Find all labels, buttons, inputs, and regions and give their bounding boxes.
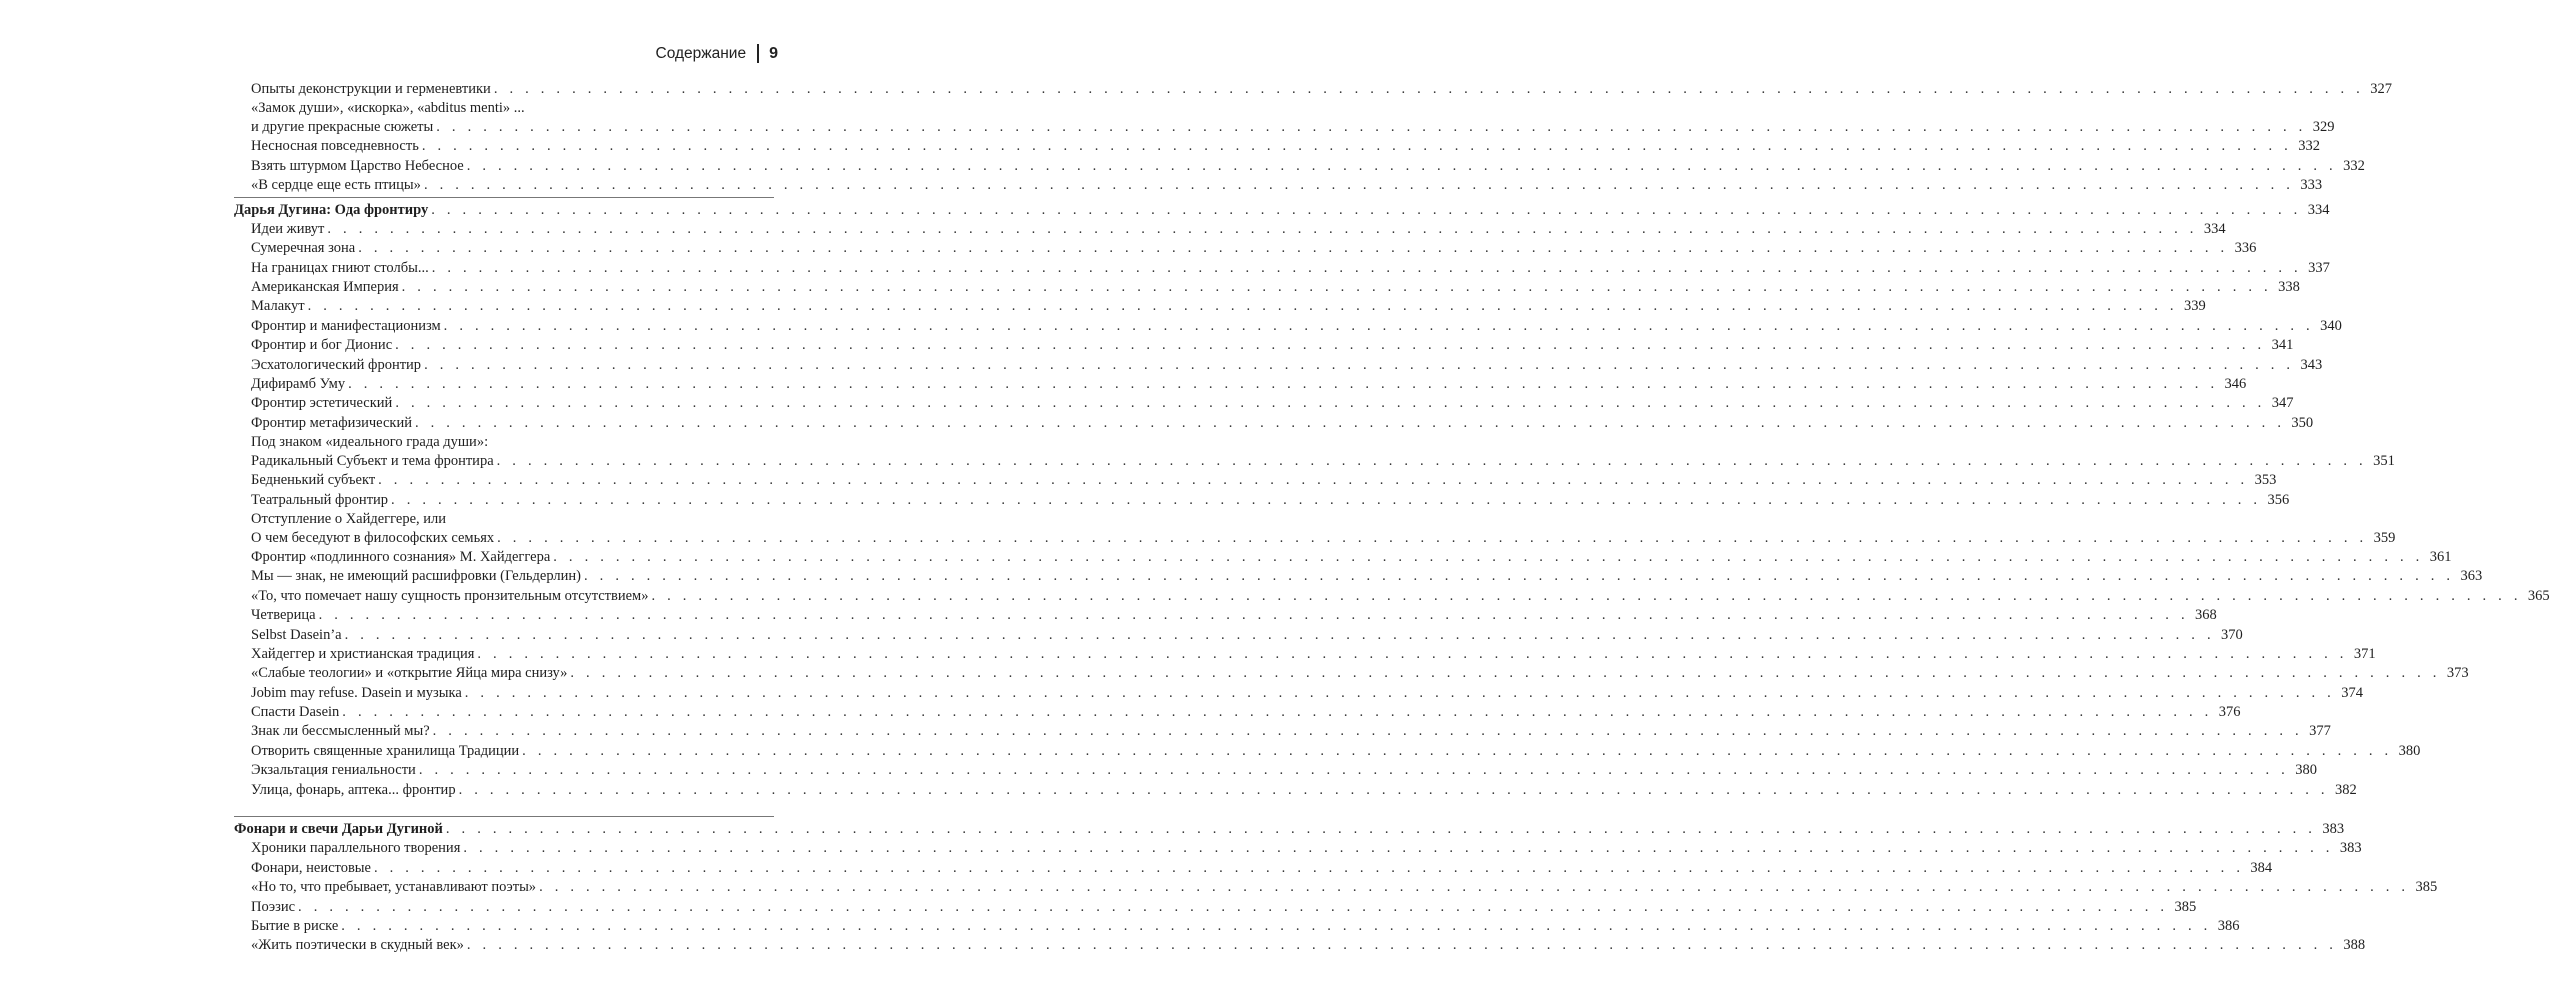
dot-leader: . . . . . . . . . . . . . . . . . . . . . . . . . . . . . . . . . . . . . . . . . . . . . . . . . . . . . . . . . . . . . . . . . . . . . . . . . . . . . . . . . . . . . . . . . . . . . . . . . . . . . . . . . . . . . . . . . . . . . . . . (423, 177, 2295, 194)
header-divider (757, 44, 759, 63)
toc-entry-title: Идеи живут (251, 220, 325, 237)
toc-entry-page: 351 (2373, 452, 2395, 469)
dot-leader: . . . . . . . . . . . . . . . . . . . . . . . . . . . . . . . . . . . . . . . . . . . . . . . . . . . . . . . . . . . . . . . . . . . . . . . . . . . . . . . . . . . . . . . . . . . . . . . . . . . . . . . . . . . . . . . . . . . . . . . . (651, 587, 2522, 604)
toc-entry-title: Экзальтация гениальности (251, 762, 416, 779)
toc-entry (234, 878, 2438, 897)
toc-entry-title: Бытие в риске (251, 918, 339, 934)
toc-entry-line (234, 529, 2396, 548)
toc-entry (234, 99, 2335, 137)
toc-entry-line (234, 839, 2362, 858)
toc-entry (234, 336, 2294, 355)
toc-entry-page: 327 (2370, 80, 2393, 97)
toc-entry-title: Фонари, неистовые (251, 859, 371, 876)
toc-entry-title: Отворить священные хранилища Традиции (251, 742, 520, 759)
dot-leader: . . . . . . . . . . . . . . . . . . . . . . . . . . . . . . . . . . . . . . . . . . . . . . . . . . . . . . . . . . . . . . . . . . . . . . . . . . . . . . . . . . . . . . . . . . . . . . . . . . . . . . . . . . . . . . . . . . . . . . . . (477, 645, 2348, 662)
toc-entry-line (234, 703, 2241, 722)
toc-entry (234, 471, 2277, 490)
toc-entry-title: Несносная повседневность (251, 138, 419, 155)
toc-entry (234, 414, 2314, 433)
toc-entry (234, 761, 2317, 780)
toc-entry-page: 346 (2224, 376, 2247, 393)
toc-entry (234, 80, 2393, 99)
toc-entry-title: Фронтир метафизический (251, 414, 412, 431)
toc-entry-page: 386 (2217, 918, 2240, 934)
toc-entry-line (234, 375, 2247, 394)
toc-section (234, 201, 2330, 220)
toc-entry (234, 936, 2366, 955)
toc-entry-line (234, 491, 2290, 510)
toc-entry-title: Фронтир «подлинного сознания» М. Хайдеггера (251, 548, 551, 565)
toc-entry (234, 259, 2330, 278)
toc-entry-title: Сумеречная зона (251, 240, 356, 257)
toc-entry (234, 626, 2243, 645)
dot-leader: . . . . . . . . . . . . . . . . . . . . . . . . . . . . . . . . . . . . . . . . . . . . . . . . . . . . . . . . . . . . . . . . . . . . . . . . . . . . . . . . . . . . . . . . . . . . . . . . . . . . . . . . . . . . . . . . . . . . . . . . (348, 376, 2219, 393)
toc-entry-page: 380 (2398, 742, 2421, 759)
toc-entry (234, 298, 2206, 317)
toc-entry-page: 380 (2295, 762, 2317, 779)
toc-entry-title: «Жить поэтически в скудный век» (251, 937, 464, 954)
toc-entry-line (234, 298, 2206, 317)
dot-leader: . . . . . . . . . . . . . . . . . . . . . . . . . . . . . . . . . . . . . . . . . . . . . . . . . . . . . . . . . . . . . . . . . . . . . . . . . . . . . . . . . . . . . . . . . . . . . . . . . . . . . . . . . . . . . . . . . . . . . . . . (497, 529, 2368, 546)
toc-entry-line (234, 878, 2438, 897)
toc-entry-page: 338 (2278, 279, 2300, 296)
toc-entry-title: Спасти Dasein (251, 704, 340, 721)
toc-entry-page: 340 (2320, 317, 2342, 334)
toc-entry-line (234, 259, 2330, 278)
toc-entry-page: 334 (2307, 201, 2330, 218)
toc-entry (234, 510, 2396, 548)
toc-entry-title: и другие прекрасные сюжеты (251, 118, 434, 135)
page-number: 9 (769, 44, 778, 62)
toc-entry-page: 329 (2312, 118, 2335, 135)
running-header-title: Содержание (655, 44, 747, 62)
toc-entry (234, 317, 2342, 336)
toc-entry (234, 684, 2363, 703)
dot-leader: . . . . . . . . . . . . . . . . . . . . . . . . . . . . . . . . . . . . . . . . . . . . . . . . . . . . . . . . . . . . . . . . . . . . . . . . . . . . . . . . . . . . . . . . . . . . . . . . . . . . . . . . . . . . . . . . . . . . . . . . (458, 781, 2329, 798)
dot-leader: . . . . . . . . . . . . . . . . . . . . . . . . . . . . . . . . . . . . . . . . . . . . . . . . . . . . . . . . . . . . . . . . . . . . . . . . . . . . . . . . . . . . . . . . . . . . . . . . . . . . . . . . . . . . . . . . . . . . . . . . (395, 395, 2266, 412)
toc-entry-title: На границах гниют столбы... (251, 259, 429, 276)
toc-entry (234, 278, 2300, 297)
toc-entry-line (234, 137, 2320, 156)
dot-leader: . . . . . . . . . . . . . . . . . . . . . . . . . . . . . . . . . . . . . . . . . . . . . . . . . . . . . . . . . . . . . . . . . . . . . . . . . . . . . . . . . . . . . . . . . . . . . . . . . . . . . . . . . . . . . . . . . . . . . . . . (445, 821, 2317, 838)
dot-leader: . . . . . . . . . . . . . . . . . . . . . . . . . . . . . . . . . . . . . . . . . . . . . . . . . . . . . . . . . . . . . . . . . . . . . . . . . . . . . . . . . . . . . . . . . . . . . . . . . . . . . . . . . . . . . . . . . . . . . . . . (431, 259, 2302, 276)
toc-entry-title: Поэзис (251, 898, 296, 915)
toc-entry-title: Фронтир эстетический (251, 395, 393, 412)
toc-entry-title: «Слабые теологии» и «открытие Яйца мира снизу» (251, 665, 568, 682)
toc-entry-title: Дарья Дугина: Ода фронтиру (234, 201, 429, 218)
toc-entry-page: 332 (2298, 138, 2320, 155)
toc-entry-title: Фронтир и манифестационизм (251, 317, 441, 334)
toc-entry-page: 343 (2300, 356, 2323, 373)
dot-leader: . . . . . . . . . . . . . . . . . . . . . . . . . . . . . . . . . . . . . . . . . . . . . . . . . . . . . . . . . . . . . . . . . . . . . . . . . . . . . . . . . . . . . . . . . . . . . . . . . . . . . . . . . . . . . . . . . . . . . . . . (522, 742, 2393, 759)
toc-entry (234, 239, 2257, 258)
toc-entry (234, 375, 2247, 394)
toc-entry-page: 347 (2271, 395, 2294, 412)
toc-entry-title: Фронтир и бог Дионис (251, 337, 393, 354)
toc-entry (234, 433, 2395, 471)
toc-entry-title: Театральный фронтир (251, 491, 389, 508)
toc-entry (234, 157, 2365, 176)
dot-leader: . . . . . . . . . . . . . . . . . . . . . . . . . . . . . . . . . . . . . . . . . . . . . . . . . . . . . . . . . . . . . . . . . . . . . . . . . . . . . . . . . . . . . . . . . . . . . . . . . . . . . . . . . . . . . . . . . . . . . . . . (570, 665, 2441, 682)
toc-entry-title-first-line: Отступление о Хайдеггере, или (251, 511, 447, 527)
toc-entry-line (234, 859, 2273, 878)
dot-leader: . . . . . . . . . . . . . . . . . . . . . . . . . . . . . . . . . . . . . . . . . . . . . . . . . . . . . . . . . . . . . . . . . . . . . . . . . . . . . . . . . . . . . . . . . . . . . . . . . . . . . . . . . . . . . . . . . . . . . . . . (327, 220, 2198, 237)
toc-entry-line (234, 820, 2345, 839)
toc-entry-page: 384 (2250, 859, 2273, 876)
toc-entry (234, 917, 2240, 936)
toc-entry-page: 385 (2174, 898, 2197, 915)
toc-entry-title: Малакут (251, 298, 305, 315)
running-header (656, 44, 779, 63)
toc-entry (234, 356, 2323, 375)
toc-entry-page: 337 (2308, 259, 2330, 276)
dot-leader: . . . . . . . . . . . . . . . . . . . . . . . . . . . . . . . . . . . . . . . . . . . . . . . . . . . . . . . . . . . . . . . . . . . . . . . . . . . . . . . . . . . . . . . . . . . . . . . . . . . . . . . . . . . . . . . . . . . . . . . . (421, 138, 2292, 155)
toc-entry-line (234, 587, 2550, 606)
section-divider (234, 197, 774, 198)
toc-entry-line (234, 239, 2257, 258)
dot-leader: . . . . . . . . . . . . . . . . . . . . . . . . . . . . . . . . . . . . . . . . . . . . . . . . . . . . . . . . . . . . . . . . . . . . . . . . . . . . . . . . . . . . . . . . . . . . . . . . . . . . . . . . . . . . . . . . . . . . . . . . (496, 452, 2367, 469)
toc-entry-title: Эсхатологический фронтир (251, 356, 422, 373)
toc-entry-page: 359 (2373, 529, 2396, 546)
toc-entry (234, 491, 2290, 510)
toc-entry-title: Взять штурмом Царство Небесное (251, 157, 464, 174)
toc-entry-page: 388 (2343, 937, 2366, 954)
dot-leader: . . . . . . . . . . . . . . . . . . . . . . . . . . . . . . . . . . . . . . . . . . . . . . . . . . . . . . . . . . . . . . . . . . . . . . . . . . . . . . . . . . . . . . . . . . . . . . . . . . . . . . . . . . . . . . . . . . . . . . . . (298, 898, 2169, 915)
toc-entry-line (234, 761, 2317, 780)
toc-entry (234, 220, 2226, 239)
toc-entry-page: 333 (2300, 177, 2323, 194)
dot-leader: . . . . . . . . . . . . . . . . . . . . . . . . . . . . . . . . . . . . . . . . . . . . . . . . . . . . . . . . . . . . . . . . . . . . . . . . . . . . . . . . . . . . . . . . . . . . . . . . . . . . . . . . . . . . . . . . . . . . . . . . (414, 414, 2286, 431)
toc-entry-title: «В сердце еще есть птицы» (251, 177, 421, 194)
toc-entry (234, 548, 2452, 567)
toc-entry-line (234, 414, 2314, 433)
dot-leader: . . . . . . . . . . . . . . . . . . . . . . . . . . . . . . . . . . . . . . . . . . . . . . . . . . . . . . . . . . . . . . . . . . . . . . . . . . . . . . . . . . . . . . . . . . . . . . . . . . . . . . . . . . . . . . . . . . . . . . . . (553, 548, 2424, 565)
dot-leader: . . . . . . . . . . . . . . . . . . . . . . . . . . . . . . . . . . . . . . . . . . . . . . . . . . . . . . . . . . . . . . . . . . . . . . . . . . . . . . . . . . . . . . . . . . . . . . . . . . . . . . . . . . . . . . . . . . . . . . . . (342, 704, 2213, 721)
dot-leader: . . . . . . . . . . . . . . . . . . . . . . . . . . . . . . . . . . . . . . . . . . . . . . . . . . . . . . . . . . . . . . . . . . . . . . . . . . . . . . . . . . . . . . . . . . . . . . . . . . . . . . . . . . . . . . . . . . . . . . . . (373, 859, 2245, 876)
toc-entry-title: Хайдеггер и христианская традиция (251, 645, 475, 662)
toc-entry-page: 356 (2267, 491, 2290, 508)
dot-leader: . . . . . . . . . . . . . . . . . . . . . . . . . . . . . . . . . . . . . . . . . . . . . . . . . . . . . . . . . . . . . . . . . . . . . . . . . . . . . . . . . . . . . . . . . . . . . . . . . . . . . . . . . . . . . . . . . . . . . . . . (358, 240, 2229, 257)
dot-leader: . . . . . . . . . . . . . . . . . . . . . . . . . . . . . . . . . . . . . . . . . . . . . . . . . . . . . . . . . . . . . . . . . . . . . . . . . . . . . . . . . . . . . . . . . . . . . . . . . . . . . . . . . . . . . . . . . . . . . . . . (466, 937, 2338, 954)
dot-leader: . . . . . . . . . . . . . . . . . . . . . . . . . . . . . . . . . . . . . . . . . . . . . . . . . . . . . . . . . . . . . . . . . . . . . . . . . . . . . . . . . . . . . . . . . . . . . . . . . . . . . . . . . . . . . . . . . . . . . . . . (432, 723, 2303, 740)
toc-entry (234, 176, 2323, 195)
toc-entry (234, 606, 2217, 625)
toc-entry-title: Американская Империя (251, 279, 399, 296)
toc-entry-page: 385 (2415, 879, 2438, 896)
toc-entry-line (234, 645, 2376, 664)
toc-entry-page: 371 (2353, 645, 2376, 662)
toc-entry-line (234, 80, 2393, 99)
toc-entry-title: Бедненький субъект (251, 472, 376, 489)
toc-entry-title: Улица, фонарь, аптека... фронтир (251, 781, 456, 798)
toc-entry-page: 370 (2221, 626, 2243, 643)
dot-leader: . . . . . . . . . . . . . . . . . . . . . . . . . . . . . . . . . . . . . . . . . . . . . . . . . . . . . . . . . . . . . . . . . . . . . . . . . . . . . . . . . . . . . . . . . . . . . . . . . . . . . . . . . . . . . . . . . . . . . . . . (391, 491, 2262, 508)
toc-entry-line (234, 742, 2421, 761)
toc-entry-page: 373 (2446, 665, 2469, 682)
toc-entry-title: Дифирамб Уму (251, 376, 346, 393)
dot-leader: . . . . . . . . . . . . . . . . . . . . . . . . . . . . . . . . . . . . . . . . . . . . . . . . . . . . . . . . . . . . . . . . . . . . . . . . . . . . . . . . . . . . . . . . . . . . . . . . . . . . . . . . . . . . . . . . . . . . . . . . (539, 879, 2410, 896)
toc-entry-line (234, 278, 2300, 297)
dot-leader: . . . . . . . . . . . . . . . . . . . . . . . . . . . . . . . . . . . . . . . . . . . . . . . . . . . . . . . . . . . . . . . . . . . . . . . . . . . . . . . . . . . . . . . . . . . . . . . . . . . . . . . . . . . . . . . . . . . . . . . . (395, 337, 2266, 354)
toc-entry-line (234, 723, 2331, 742)
section-divider (234, 816, 774, 817)
dot-leader: . . . . . . . . . . . . . . . . . . . . . . . . . . . . . . . . . . . . . . . . . . . . . . . . . . . . . . . . . . . . . . . . . . . . . . . . . . . . . . . . . . . . . . . . . . . . . . . . . . . . . . . . . . . . . . . . . . . . . . . . (344, 626, 2215, 643)
toc-entry (234, 703, 2241, 722)
dot-leader: . . . . . . . . . . . . . . . . . . . . . . . . . . . . . . . . . . . . . . . . . . . . . . . . . . . . . . . . . . . . . . . . . . . . . . . . . . . . . . . . . . . . . . . . . . . . . . . . . . . . . . . . . . . . . . . . . . . . . . . . (307, 298, 2178, 315)
toc-entry-line (234, 606, 2217, 625)
toc-entry-page: 341 (2271, 337, 2294, 354)
dot-leader: . . . . . . . . . . . . . . . . . . . . . . . . . . . . . . . . . . . . . . . . . . . . . . . . . . . . . . . . . . . . . . . . . . . . . . . . . . . . . . . . . . . . . . . . . . . . . . . . . . . . . . . . . . . . . . . . . . . . . . . . (401, 279, 2272, 296)
toc-entry-line (234, 220, 2226, 239)
dot-leader: . . . . . . . . . . . . . . . . . . . . . . . . . . . . . . . . . . . . . . . . . . . . . . . . . . . . . . . . . . . . . . . . . . . . . . . . . . . . . . . . . . . . . . . . . . . . . . . . . . . . . . . . . . . . . . . . . . . . . . . . (318, 607, 2189, 624)
toc-entry-line (234, 176, 2323, 195)
table-of-contents (234, 80, 2550, 956)
toc-entry-page: 350 (2291, 414, 2314, 431)
toc-entry-line (234, 664, 2469, 683)
dot-leader: . . . . . . . . . . . . . . . . . . . . . . . . . . . . . . . . . . . . . . . . . . . . . . . . . . . . . . . . . . . . . . . . . . . . . . . . . . . . . . . . . . . . . . . . . . . . . . . . . . . . . . . . . . . . . . . . . . . . . . . . (418, 762, 2289, 779)
toc-entry-title: Хроники параллельного творения (251, 840, 461, 857)
toc-entry-line (234, 394, 2294, 413)
toc-entry (234, 587, 2550, 606)
toc-entry-title: Опыты деконструкции и герменевтики (251, 80, 491, 97)
dot-leader: . . . . . . . . . . . . . . . . . . . . . . . . . . . . . . . . . . . . . . . . . . . . . . . . . . . . . . . . . . . . . . . . . . . . . . . . . . . . . . . . . . . . . . . . . . . . . . . . . . . . . . . . . . . . . . . . . . . . . . . . (464, 684, 2335, 701)
toc-entry-page: 383 (2339, 840, 2362, 857)
toc-entry (234, 723, 2331, 742)
toc-entry-title: Мы — знак, не имеющий расшифровки (Гельдерлин) (251, 568, 582, 585)
toc-entry (234, 898, 2197, 917)
toc-entry-line (234, 781, 2357, 800)
toc-entry-line (234, 336, 2294, 355)
toc-entry (234, 859, 2273, 878)
toc-entry-page: 365 (2527, 587, 2550, 604)
toc-entry (234, 664, 2469, 683)
toc-entry-line (234, 317, 2342, 336)
toc-entry-title: Selbst Dasein’a (251, 626, 342, 643)
toc-entry (234, 567, 2483, 586)
toc-entry-line (234, 201, 2330, 220)
toc-entry (234, 645, 2376, 664)
toc-entry-title: «То, что помечает нашу сущность пронзительным отсутствием» (251, 587, 649, 604)
toc-entry-page: 382 (2335, 781, 2357, 798)
dot-leader: . . . . . . . . . . . . . . . . . . . . . . . . . . . . . . . . . . . . . . . . . . . . . . . . . . . . . . . . . . . . . . . . . . . . . . . . . . . . . . . . . . . . . . . . . . . . . . . . . . . . . . . . . . . . . . . . . . . . . . . . (431, 201, 2302, 218)
toc-entry-page: 376 (2218, 704, 2241, 721)
toc-entry-title: Знак ли бессмысленный мы? (251, 723, 430, 740)
dot-leader: . . . . . . . . . . . . . . . . . . . . . . . . . . . . . . . . . . . . . . . . . . . . . . . . . . . . . . . . . . . . . . . . . . . . . . . . . . . . . . . . . . . . . . . . . . . . . . . . . . . . . . . . . . . . . . . . . . . . . . . . (341, 918, 2212, 934)
dot-leader: . . . . . . . . . . . . . . . . . . . . . . . . . . . . . . . . . . . . . . . . . . . . . . . . . . . . . . . . . . . . . . . . . . . . . . . . . . . . . . . . . . . . . . . . . . . . . . . . . . . . . . . . . . . . . . . . . . . . . . . . (463, 840, 2334, 857)
toc-entry-page: 332 (2343, 157, 2365, 174)
toc-entry (234, 394, 2294, 413)
toc-entry-line (234, 356, 2323, 375)
dot-leader: . . . . . . . . . . . . . . . . . . . . . . . . . . . . . . . . . . . . . . . . . . . . . . . . . . . . . . . . . . . . . . . . . . . . . . . . . . . . . . . . . . . . . . . . . . . . . . . . . . . . . . . . . . . . . . . . . . . . . . . . (378, 472, 2249, 489)
toc-entry (234, 137, 2320, 156)
toc-entry-line (234, 917, 2240, 936)
dot-leader: . . . . . . . . . . . . . . . . . . . . . . . . . . . . . . . . . . . . . . . . . . . . . . . . . . . . . . . . . . . . . . . . . . . . . . . . . . . . . . . . . . . . . . . . . . . . . . . . . . . . . . . . . . . . . . . . . . . . . . . . (493, 80, 2365, 97)
toc-entry-line (234, 936, 2366, 955)
toc-entry-title-first-line: Под знаком «идеального града души»: (251, 434, 489, 451)
toc-entry-page: 353 (2254, 472, 2277, 489)
toc-entry-line (234, 452, 2395, 471)
toc-entry-line (234, 548, 2452, 567)
toc-entry-title: О чем беседуют в философских семьях (251, 529, 495, 546)
toc-entry-title: Фонари и свечи Дарьи Дугиной (234, 821, 443, 838)
toc-entry-page: 368 (2195, 607, 2217, 624)
toc-entry-page: 334 (2203, 220, 2226, 237)
toc-section (234, 820, 2345, 839)
toc-entry-title: Jobim may refuse. Dasein и музыка (251, 684, 462, 701)
toc-entry-line (234, 471, 2277, 490)
toc-entry-title: Четверица (251, 607, 316, 624)
toc-entry-line (234, 567, 2483, 586)
toc-entry-title: «Но то, что пребывает, устанавливают поэты» (251, 879, 537, 896)
toc-entry-page: 374 (2341, 684, 2363, 701)
toc-entry (234, 742, 2421, 761)
dot-leader: . . . . . . . . . . . . . . . . . . . . . . . . . . . . . . . . . . . . . . . . . . . . . . . . . . . . . . . . . . . . . . . . . . . . . . . . . . . . . . . . . . . . . . . . . . . . . . . . . . . . . . . . . . . . . . . . . . . . . . . . (424, 356, 2295, 373)
toc-entry (234, 781, 2357, 800)
toc-entry-page: 339 (2184, 298, 2206, 315)
toc-entry-line (234, 157, 2365, 176)
toc-entry-line (234, 898, 2197, 917)
dot-leader: . . . . . . . . . . . . . . . . . . . . . . . . . . . . . . . . . . . . . . . . . . . . . . . . . . . . . . . . . . . . . . . . . . . . . . . . . . . . . . . . . . . . . . . . . . . . . . . . . . . . . . . . . . . . . . . . . . . . . . . . (584, 568, 2455, 585)
toc-entry-title-first-line: «Замок души», «искорка», «abditus menti» ... (251, 100, 525, 117)
toc-entry-line (234, 626, 2243, 645)
dot-leader: . . . . . . . . . . . . . . . . . . . . . . . . . . . . . . . . . . . . . . . . . . . . . . . . . . . . . . . . . . . . . . . . . . . . . . . . . . . . . . . . . . . . . . . . . . . . . . . . . . . . . . . . . . . . . . . . . . . . . . . . (436, 118, 2307, 135)
toc-entry-page: 383 (2322, 821, 2345, 838)
dot-leader: . . . . . . . . . . . . . . . . . . . . . . . . . . . . . . . . . . . . . . . . . . . . . . . . . . . . . . . . . . . . . . . . . . . . . . . . . . . . . . . . . . . . . . . . . . . . . . . . . . . . . . . . . . . . . . . . . . . . . . . . (466, 157, 2337, 174)
toc-entry-page: 336 (2234, 240, 2257, 257)
dot-leader: . . . . . . . . . . . . . . . . . . . . . . . . . . . . . . . . . . . . . . . . . . . . . . . . . . . . . . . . . . . . . . . . . . . . . . . . . . . . . . . . . . . . . . . . . . . . . . . . . . . . . . . . . . . . . . . . . . . . . . . . (443, 317, 2314, 334)
toc-entry-page: 377 (2309, 723, 2331, 740)
toc-entry-title: Радикальный Субъект и тема фронтира (251, 452, 494, 469)
toc-entry-page: 363 (2460, 568, 2483, 585)
toc-entry-line (234, 684, 2363, 703)
toc-entry-page: 361 (2429, 548, 2452, 565)
toc-entry-line (234, 118, 2335, 137)
toc-entry (234, 839, 2362, 858)
